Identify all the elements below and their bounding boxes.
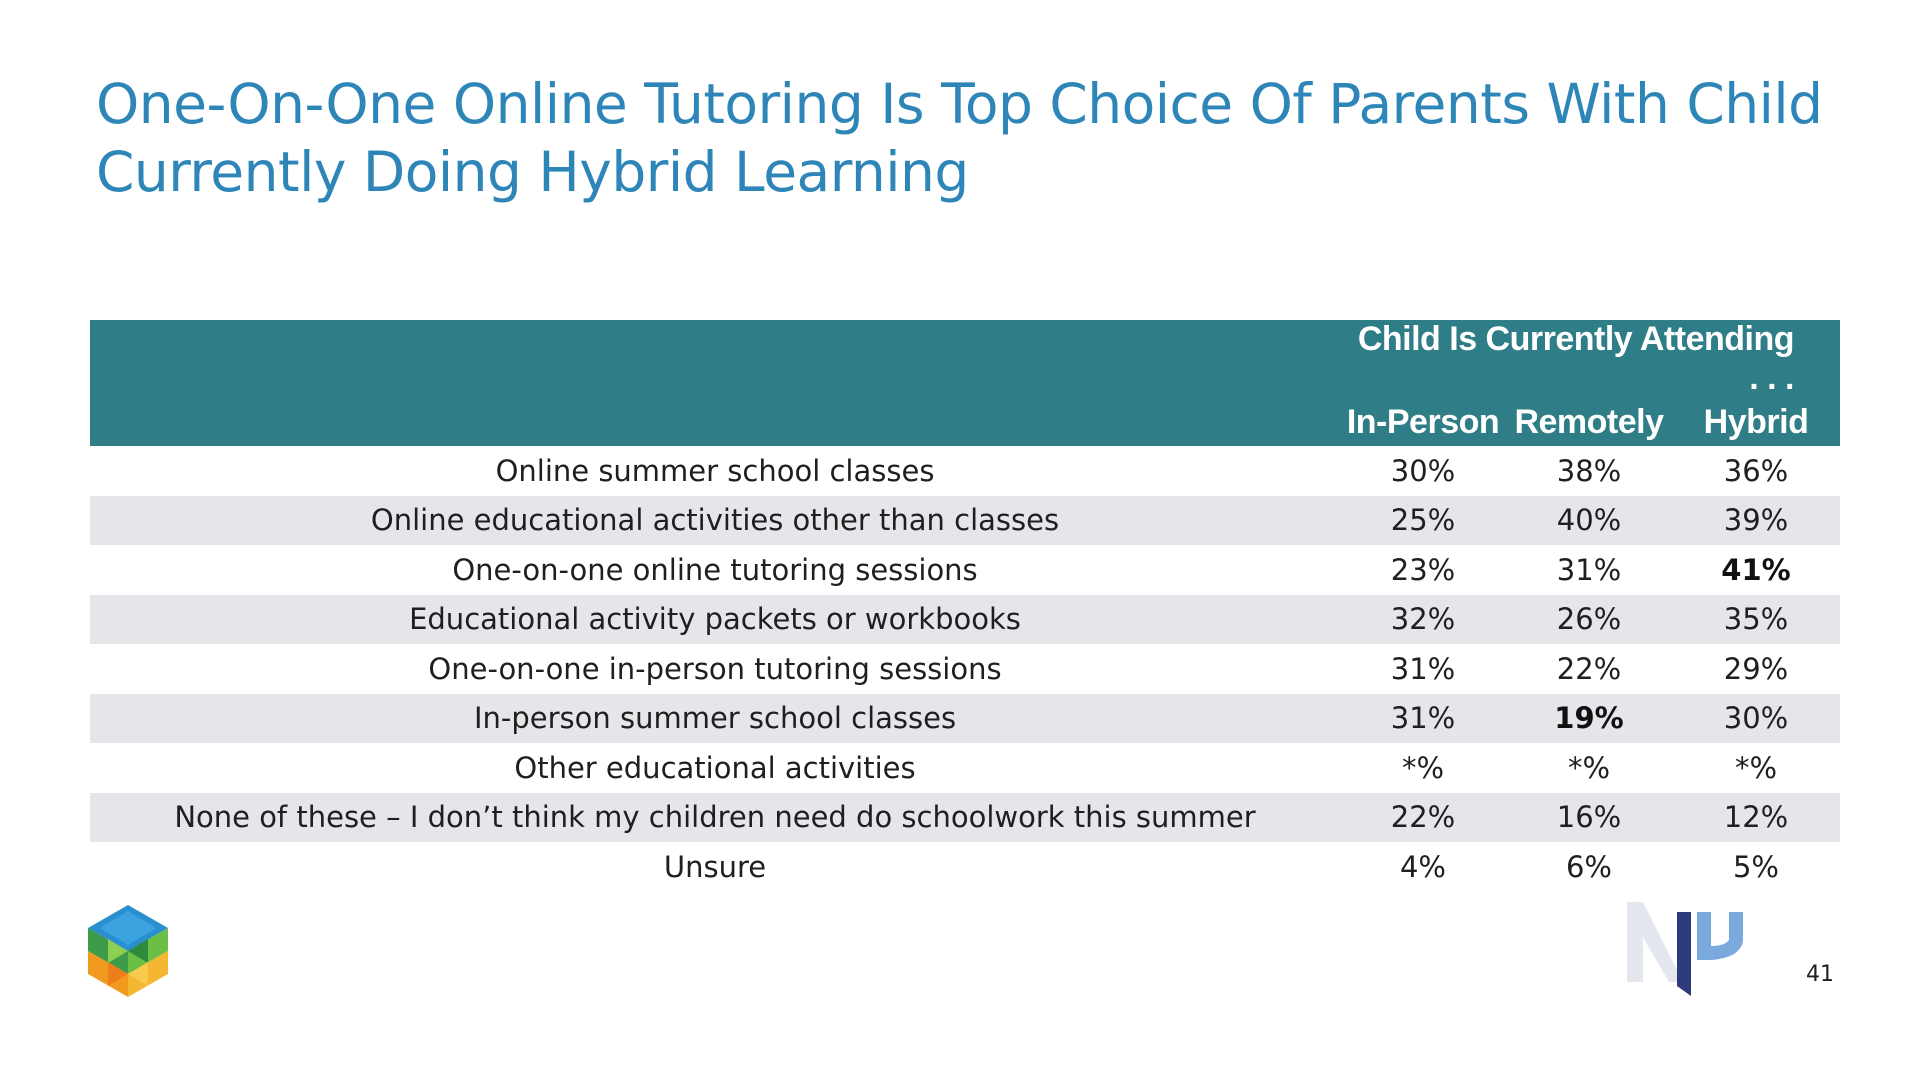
cell-hybrid: 35% bbox=[1723, 602, 1789, 637]
table-row bbox=[90, 496, 1840, 546]
header-spacer bbox=[90, 320, 1340, 398]
cell-hybrid: 30% bbox=[1723, 701, 1789, 736]
cell-hybrid: 12% bbox=[1723, 800, 1789, 835]
cell-remotely: 6% bbox=[1565, 849, 1612, 884]
cell-in-person: *% bbox=[1401, 750, 1445, 785]
hexagon-cube-logo-icon bbox=[88, 905, 168, 997]
row-label: Educational activity packets or workbooks bbox=[409, 602, 1021, 637]
group-header-row bbox=[90, 320, 1840, 398]
table-row bbox=[90, 644, 1840, 694]
cell-in-person: 25% bbox=[1390, 503, 1456, 538]
results-table bbox=[90, 320, 1840, 892]
slide-title: One-On-One Online Tutoring Is Top Choice Of Parents With Child Currently Doing Hybrid Learning bbox=[96, 72, 1823, 204]
column-header-remotely: Remotely bbox=[1514, 402, 1664, 441]
table-row bbox=[90, 595, 1840, 645]
cell-in-person: 30% bbox=[1390, 453, 1456, 488]
table-row bbox=[90, 446, 1840, 496]
row-label: None of these – I don’t think my children need do schoolwork this summer bbox=[174, 800, 1256, 835]
group-header: Child Is Currently Attending . . . bbox=[1357, 320, 1794, 397]
cell-remotely: *% bbox=[1567, 750, 1611, 785]
row-label: Online summer school classes bbox=[495, 453, 935, 488]
cell-in-person: 31% bbox=[1390, 651, 1456, 686]
table-row bbox=[90, 743, 1840, 793]
table-row bbox=[90, 694, 1840, 744]
cell-remotely: 38% bbox=[1556, 453, 1622, 488]
cell-in-person: 22% bbox=[1390, 800, 1456, 835]
cell-in-person: 4% bbox=[1399, 849, 1446, 884]
cell-remotely: 16% bbox=[1556, 800, 1622, 835]
cell-hybrid: 39% bbox=[1723, 503, 1789, 538]
table-row bbox=[90, 793, 1840, 843]
cell-remotely: 19% bbox=[1554, 701, 1624, 736]
cell-hybrid: 5% bbox=[1732, 849, 1779, 884]
table-row bbox=[90, 545, 1840, 595]
np-monogram-logo-icon bbox=[1625, 900, 1755, 1000]
row-label: One-on-one in-person tutoring sessions bbox=[428, 651, 1002, 686]
page-number: 41 bbox=[1806, 962, 1834, 987]
cell-hybrid: 36% bbox=[1723, 453, 1789, 488]
header-spacer bbox=[90, 398, 1340, 446]
table-row bbox=[90, 842, 1840, 892]
cell-hybrid: *% bbox=[1734, 750, 1778, 785]
cell-in-person: 32% bbox=[1390, 602, 1456, 637]
results-table-container bbox=[90, 320, 1840, 892]
cell-in-person: 23% bbox=[1390, 552, 1456, 587]
cell-remotely: 22% bbox=[1556, 651, 1622, 686]
cell-remotely: 26% bbox=[1556, 602, 1622, 637]
table-body bbox=[90, 446, 1840, 892]
cell-in-person: 31% bbox=[1390, 701, 1456, 736]
row-label: Unsure bbox=[663, 849, 767, 884]
row-label: Other educational activities bbox=[514, 750, 916, 785]
column-header-hybrid: Hybrid bbox=[1703, 402, 1809, 441]
row-label: Online educational activities other than classes bbox=[370, 503, 1060, 538]
column-header-in-person: In-Person bbox=[1346, 402, 1500, 441]
column-header-row bbox=[90, 398, 1840, 446]
cell-hybrid: 29% bbox=[1723, 651, 1789, 686]
cell-remotely: 31% bbox=[1556, 552, 1622, 587]
cell-remotely: 40% bbox=[1556, 503, 1622, 538]
cell-hybrid: 41% bbox=[1721, 552, 1791, 587]
row-label: One-on-one online tutoring sessions bbox=[452, 552, 978, 587]
row-label: In-person summer school classes bbox=[473, 701, 957, 736]
